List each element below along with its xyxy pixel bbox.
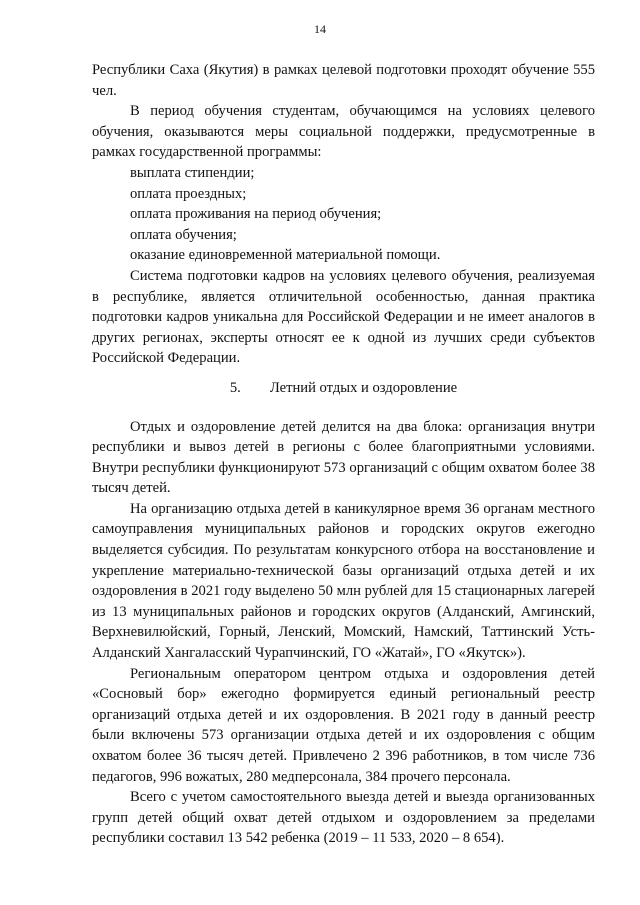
document-body <box>92 60 595 849</box>
paragraph-recreation-blocks: Отдых и оздоровление детей делится на два блока: организация внутри республики и вывоз детей в регионы с более благоприятными условиями. Внутри республики функционируют 573 организаций с общим охватом более 38 тысяч детей. <box>92 418 595 497</box>
section-heading <box>92 378 595 399</box>
list-item: оплата обучения; <box>130 226 237 243</box>
page-number: 14 <box>314 22 326 36</box>
paragraph-continuation: Республики Саха (Якутия) в рамках целевой подготовки проходят обучение 555 чел. <box>92 62 595 99</box>
paragraph-registry: Региональным оператором центром отдыха и оздоровления детей «Сосновый бор» ежегодно формируется единый региональный реестр организаций отдыха детей и их оздоровления. В 2021 году в данный реестр были включены 573 организации отдыха детей и их оздоровления с общим охватом более 36 тысяч детей. Привлечено 2 396 работников, в том числе 736 педагогов, 996 вожатых, 280 медперсонала, 384 прочего персонала. <box>92 665 595 785</box>
section-title: Летний отдых и оздоровление <box>269 379 458 396</box>
list-item: оказание единовременной материальной помощи. <box>130 247 441 264</box>
paragraph-total-coverage: Всего с учетом самостоятельного выезда детей и выезда организованных групп детей общий охват детей отдыхом и оздоровлением за пределами республики составил 13 542 ребенка (2019 – 11 533, 2020 – 8 654). <box>92 789 595 847</box>
list-item: выплата стипендии; <box>130 164 255 181</box>
paragraph-training-system: Система подготовки кадров на условиях целевого обучения, реализуемая в республике, является отличительной особенностью, данная практика подготовки кадров уникальна для Российской Федерации и не имеет аналогов в других регионах, эксперты относят ее к одной из лучших среди субъектов Российской Федерации. <box>92 267 595 367</box>
list-item: оплата проездных; <box>130 185 247 202</box>
paragraph-support-measures: В период обучения студентам, обучающимся на условиях целевого обучения, оказываются меры социальной поддержки, предусмотренные в рамках государственной программы: <box>92 103 595 161</box>
paragraph-subsidy: На организацию отдыха детей в каникулярное время 36 органам местного самоуправления муниципальных районов и городских округов ежегодно выделяется субсидия. По результатам конкурсного отбора на восстановление и укрепление материально-технической базы организаций отдыха детей и их оздоровления в 2021 году выделено 50 млн рублей для 15 стационарных лагерей из 13 муниципальных районов и городских округов (Алданский, Амгинский, Верхневилюйский, Горный, Ленский, Момский, Намский, Таттинский Усть-Алданский Хангаласский Чурапчинский, ГО «Жатай», ГО «Якутск»). <box>92 500 595 662</box>
list-item: оплата проживания на период обучения; <box>130 206 382 223</box>
section-number: 5. <box>229 379 241 396</box>
